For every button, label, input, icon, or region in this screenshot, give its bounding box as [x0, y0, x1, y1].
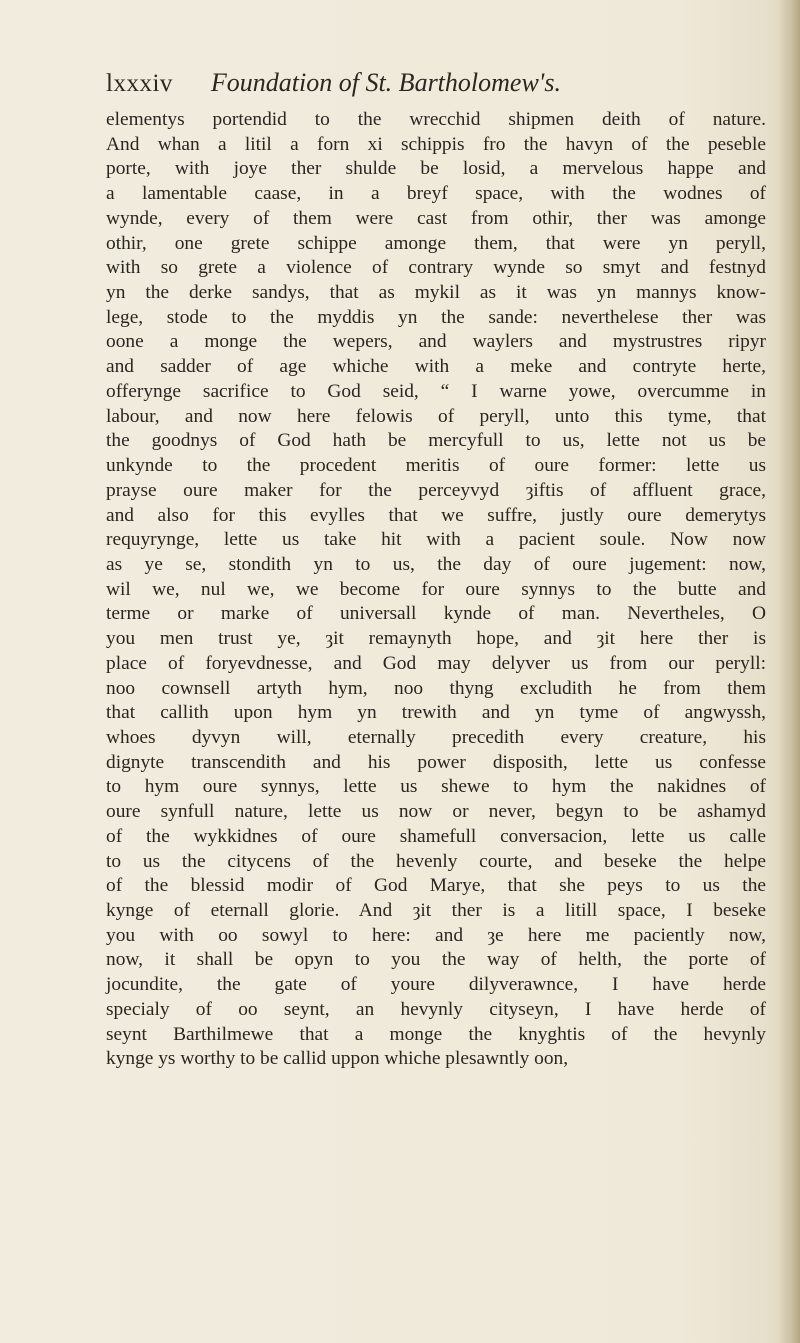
- text-line: elementys portendid to the wrecchid shipmen deith of nature.: [106, 109, 766, 130]
- text-line: you with oo sowyl to here: and ȝe here me paciently now,: [106, 924, 766, 946]
- text-line: wil we, nul we, we become for oure synnys to the butte and: [106, 578, 766, 600]
- text-line: terme or marke of universall kynde of man. Nevertheles, O: [106, 603, 766, 625]
- text-line: labour, and now here felowis of peryll, unto this tyme, that: [106, 405, 766, 427]
- text-line: specialy of oo seynt, an hevynly cityseyn, I have herde of: [106, 998, 766, 1020]
- text-line: that callith upon hym yn trewith and yn tyme of angwyssh,: [106, 702, 766, 724]
- text-line: to us the citycens of the hevenly courte, and beseke the helpe: [106, 850, 766, 872]
- page-number: lxxxiv: [106, 70, 173, 97]
- text-line: of the wykkidnes of oure shamefull conversacion, lette us calle: [106, 825, 766, 847]
- text-line: a lamentable caase, in a breyf space, with the wodnes of: [106, 183, 766, 205]
- text-line: noo cownsell artyth hym, noo thyng excludith he from them: [106, 677, 766, 699]
- text-line: the goodnys of God hath be mercyfull to us, lette not us be: [106, 430, 766, 452]
- text-line: with so grete a violence of contrary wynde so smyt and festnyd: [106, 257, 766, 279]
- text-line: porte, with joye ther shulde be losid, a mervelous happe and: [106, 158, 766, 180]
- body-text: [106, 108, 766, 1072]
- text-line: yn the derke sandys, that as mykil as it was yn mannys know-: [106, 282, 766, 304]
- text-line: And whan a litil a forn xi schippis fro the havyn of the peseble: [106, 133, 766, 155]
- text-line: jocundite, the gate of youre dilyverawnce, I have herde: [106, 974, 766, 996]
- text-line: dignyte transcendith and his power disposith, lette us confesse: [106, 751, 766, 773]
- text-line: now, it shall be opyn to you the way of helth, the porte of: [106, 949, 766, 971]
- text-line: to hym oure synnys, lette us shewe to hym the nakidnes of: [106, 776, 766, 798]
- text-line: whoes dyvyn will, eternally precedith every creature, his: [106, 726, 766, 748]
- text-line: oure synfull nature, lette us now or never, begyn to be ashamyd: [106, 801, 766, 823]
- running-title: Foundation of St. Bartholomew's.: [210, 68, 561, 97]
- text-line: and also for this evylles that we suffre, justly oure demerytys: [106, 504, 766, 526]
- page-header: [106, 68, 746, 108]
- text-line: seynt Barthilmewe that a monge the knyghtis of the hevynly: [106, 1023, 766, 1045]
- text-line: lege, stode to the myddis yn the sande: neverthelese ther was: [106, 306, 766, 328]
- text-line: you men trust ye, ȝit remaynyth hope, and ȝit here ther is: [106, 628, 766, 650]
- text-line: kynge of eternall glorie. And ȝit ther is a litill space, I beseke: [106, 900, 766, 921]
- text-line: as ye se, stondith yn to us, the day of oure jugement: now,: [106, 553, 766, 575]
- text-line: requyrynge, lette us take hit with a pacient soule. Now now: [106, 529, 766, 551]
- text-line: prayse oure maker for the perceyvyd ȝiftis of affluent grace,: [106, 479, 766, 501]
- page-edge-shadow: [778, 0, 800, 1343]
- text-line: othir, one grete schippe amonge them, that were yn peryll,: [106, 232, 766, 254]
- text-line: of the blessid modir of God Marye, that she peys to us the: [106, 875, 766, 897]
- text-line: kynge ys worthy to be callid uppon whiche plesawntly oon,: [106, 1048, 569, 1070]
- text-line: place of foryevdnesse, and God may delyver us from our peryll:: [106, 652, 766, 674]
- text-line: unkynde to the procedent meritis of oure former: lette us: [106, 455, 766, 477]
- text-line: and sadder of age whiche with a meke and contryte herte,: [106, 356, 766, 378]
- text-line: wynde, every of them were cast from othir, ther was amonge: [106, 207, 766, 229]
- text-line: oone a monge the wepers, and waylers and mystrustres ripyr: [106, 331, 766, 353]
- text-line: offerynge sacrifice to God seid, “ I warne yowe, overcumme in: [106, 380, 766, 402]
